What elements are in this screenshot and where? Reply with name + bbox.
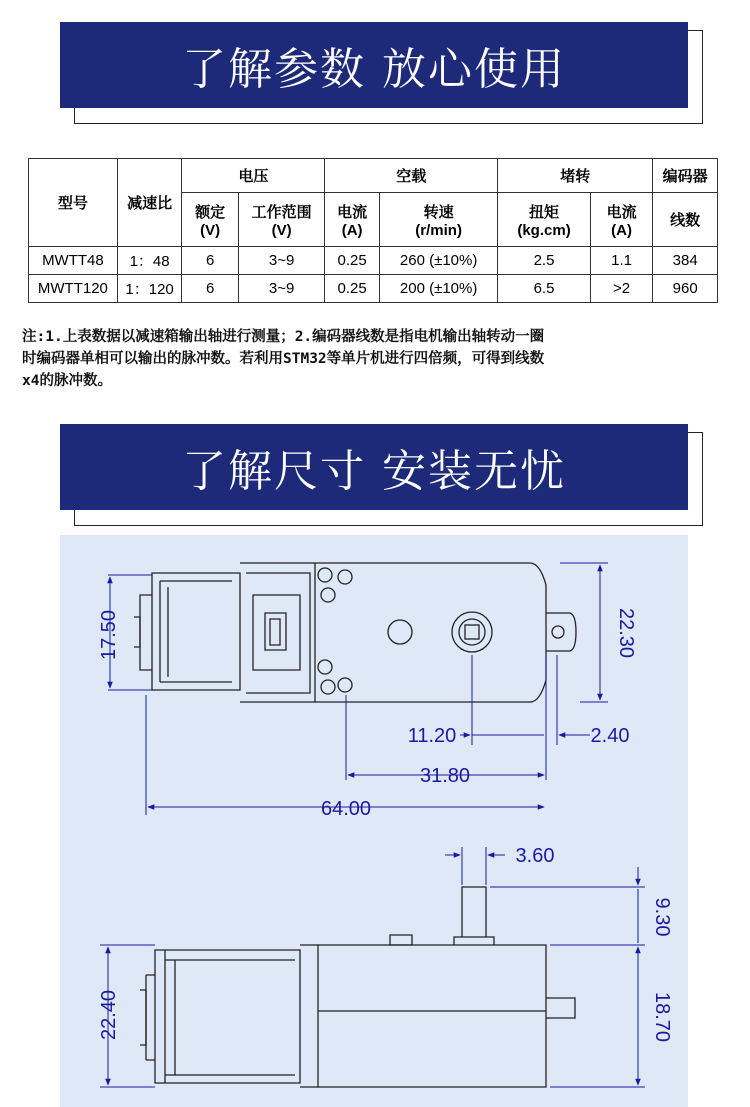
dim-total-length: 64.00 bbox=[320, 798, 372, 820]
top-view-dimension-labels bbox=[98, 608, 637, 820]
header-speed bbox=[380, 193, 498, 247]
side-view bbox=[140, 887, 575, 1087]
dim-tab-width: 2.40 bbox=[590, 725, 630, 747]
banner-mid bbox=[60, 424, 688, 510]
header-range-unit: (V) bbox=[271, 221, 292, 239]
dim-shaft-diameter: 3.60 bbox=[515, 845, 555, 867]
banner-mid-title: 了解尺寸 安装无忧 bbox=[182, 446, 566, 497]
header-stall-current-label: 电流 bbox=[606, 203, 637, 221]
header-voltage: 电压 bbox=[182, 159, 325, 193]
header-torque bbox=[498, 193, 591, 247]
header-ratio: 减速比 bbox=[117, 159, 182, 247]
cell-torque: 6.5 bbox=[498, 275, 591, 303]
cell-stall-current: >2 bbox=[590, 275, 653, 303]
header-stall-current-unit: (A) bbox=[611, 221, 632, 239]
header-stall-current bbox=[590, 193, 653, 247]
cell-ratio: 1：48 bbox=[117, 247, 182, 275]
header-model: 型号 bbox=[29, 159, 118, 247]
cell-current: 0.25 bbox=[325, 247, 380, 275]
header-rated-unit: (V) bbox=[200, 221, 221, 239]
cell-model: MWTT48 bbox=[29, 247, 118, 275]
cell-speed: 260 (±10%) bbox=[380, 247, 498, 275]
dim-side-right-height: 18.70 bbox=[651, 991, 673, 1043]
top-view-dimensions bbox=[108, 563, 608, 815]
header-rated-label: 额定 bbox=[195, 203, 226, 221]
header-stall: 堵转 bbox=[498, 159, 653, 193]
cell-lines: 384 bbox=[653, 247, 718, 275]
header-encoder: 编码器 bbox=[653, 159, 718, 193]
header-lines: 线数 bbox=[653, 193, 718, 247]
dim-side-height: 22.40 bbox=[98, 989, 120, 1041]
header-noload: 空载 bbox=[325, 159, 498, 193]
cell-range: 3~9 bbox=[238, 275, 324, 303]
cell-lines: 960 bbox=[653, 275, 718, 303]
header-speed-unit: (r/min) bbox=[415, 221, 462, 239]
cell-current: 0.25 bbox=[325, 275, 380, 303]
header-current-unit: (A) bbox=[341, 221, 363, 239]
header-current-label: 电流 bbox=[337, 203, 368, 221]
dim-shaft-height: 9.30 bbox=[651, 897, 673, 937]
dim-shaft-offset: 11.20 bbox=[407, 725, 457, 747]
cell-ratio: 1：120 bbox=[117, 275, 182, 303]
table-row bbox=[29, 247, 718, 275]
dimension-drawing bbox=[60, 535, 688, 1107]
cell-stall-current: 1.1 bbox=[590, 247, 653, 275]
header-torque-unit: (kg.cm) bbox=[517, 221, 571, 239]
note-line-3: x4的脉冲数。 bbox=[22, 373, 112, 389]
dim-top-height: 17.50 bbox=[98, 609, 120, 661]
note-line-1: 注:1.上表数据以减速箱输出轴进行测量；2.编码器线数是指电机输出轴转动一圈 bbox=[22, 329, 545, 345]
banner-top bbox=[60, 22, 688, 108]
cell-speed: 200 (±10%) bbox=[380, 275, 498, 303]
top-view bbox=[134, 563, 576, 702]
dim-shaft-to-end: 31.80 bbox=[419, 765, 471, 787]
banner-top-title: 了解参数 放心使用 bbox=[182, 44, 566, 95]
spec-table bbox=[28, 158, 718, 303]
cell-model: MWTT120 bbox=[29, 275, 118, 303]
header-rated bbox=[182, 193, 239, 247]
cell-rated: 6 bbox=[182, 247, 239, 275]
cell-range: 3~9 bbox=[238, 247, 324, 275]
side-view-dimensions bbox=[100, 847, 645, 1087]
side-view-dimension-labels bbox=[98, 845, 673, 1042]
note-line-2: 时编码器单相可以输出的脉冲数。若利用STM32等单片机进行四倍频，可得到线数 bbox=[22, 351, 545, 367]
header-range-label: 工作范围 bbox=[251, 203, 312, 221]
cell-torque: 2.5 bbox=[498, 247, 591, 275]
header-torque-label: 扭矩 bbox=[529, 203, 560, 221]
drawing-svg bbox=[60, 535, 688, 1107]
dim-top-right-height: 22.30 bbox=[615, 607, 637, 659]
cell-rated: 6 bbox=[182, 275, 239, 303]
header-speed-label: 转速 bbox=[423, 203, 454, 221]
header-current bbox=[325, 193, 380, 247]
table-row bbox=[29, 275, 718, 303]
header-range bbox=[238, 193, 324, 247]
note-text bbox=[22, 326, 734, 392]
